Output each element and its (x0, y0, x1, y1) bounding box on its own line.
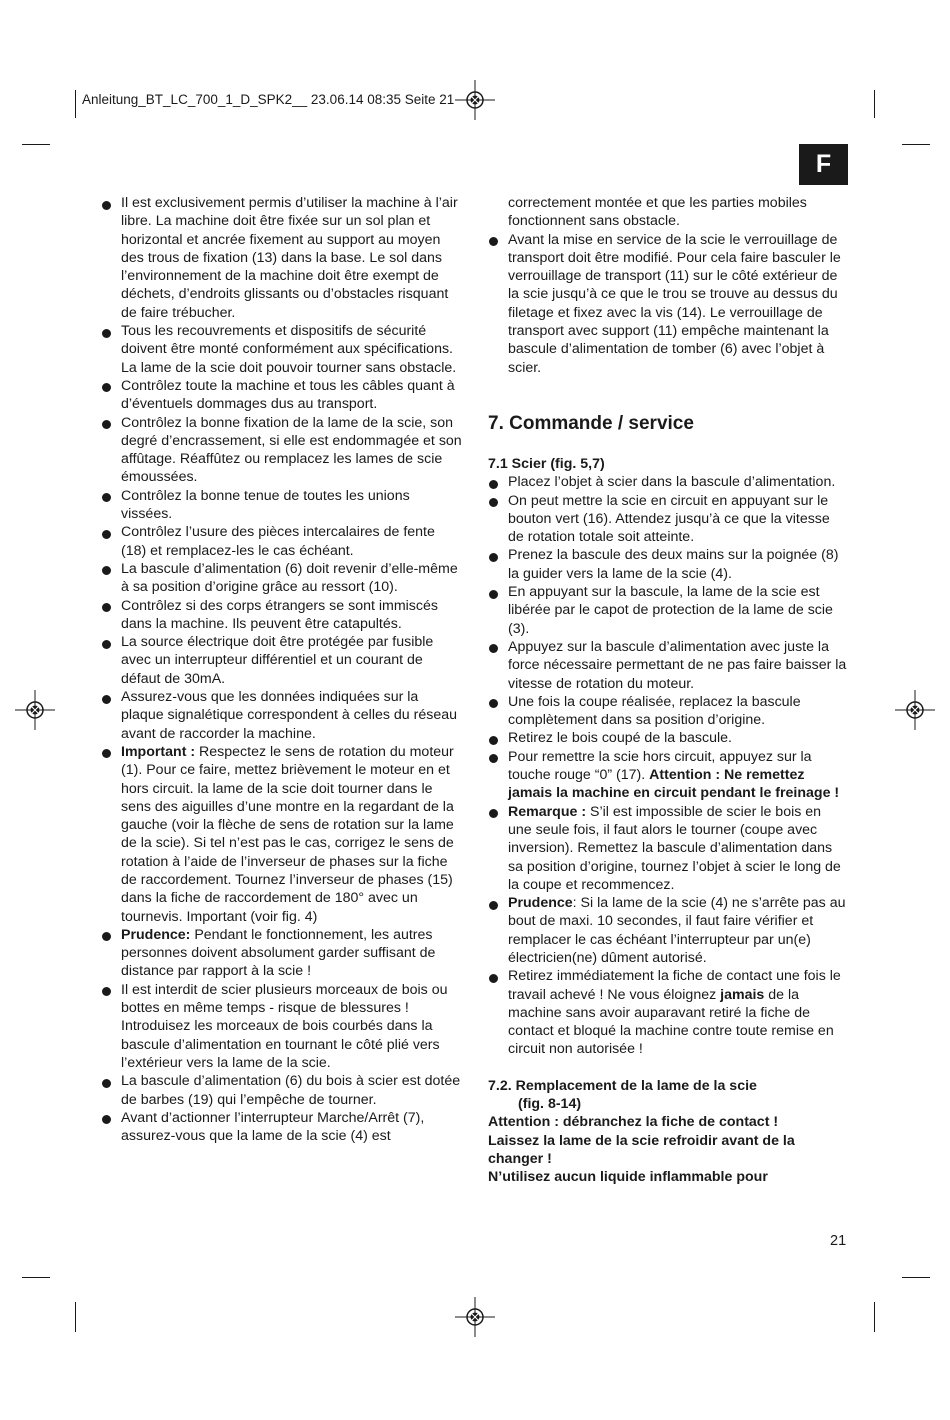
left-column (101, 194, 463, 1145)
list-item: La source électrique doit être protégée par fusible avec un interrupteur différentiel et un courant de défaut de 30mA. (101, 633, 463, 688)
list-item: Contrôlez l’usure des pièces intercalaires de fente (18) et remplacez-les le cas échéant. (101, 523, 463, 560)
list-item: Contrôlez si des corps étrangers se sont immiscés dans la machine. Ils peuvent être catapultés. (101, 597, 463, 634)
list-item: Remarque : S’il est impossible de scier le bois en une seule fois, il faut alors le tourner (coupe avec inversion). Remettez la bascule d’alimentation dans sa position d’origine, tournez l’objet à scier le long de la coupe et recommencez. (488, 803, 848, 894)
registration-mark-right-icon (895, 690, 935, 730)
print-file-header: Anleitung_BT_LC_700_1_D_SPK2__ 23.06.14 08:35 Seite 21 (82, 92, 455, 107)
list-item: Prudence: Pendant le fonctionnement, les autres personnes doivent absolument garder suffisant de distance par rapport à la scie ! (101, 926, 463, 981)
continued-text: correctement montée et que les parties mobiles fonctionnent sans obstacle. (508, 195, 807, 230)
registration-mark-left-icon (15, 690, 55, 730)
crop-mark-bottom-left-vertical (75, 1302, 76, 1332)
list-item: Contrôlez la bonne tenue de toutes les unions vissées. (101, 487, 463, 524)
list-item: Important : Respectez le sens de rotation du moteur (1). Pour ce faire, mettez brièvement le moteur en et hors circuit. la lame de la scie doit tourner dans le sens des aiguilles d’une montre en la regardant de la gauche (voir la flèche de sens de rotation sur la lame de la scie). Si tel n’est pas le cas, corrigez le sens de rotation à l’aide de l’inverseur de phases sur la fiche de raccordement. Tournez l’inverseur de phases (15) dans la fiche de raccordement de 180° avec un tournevis. Important (voir fig. 4) (101, 743, 463, 926)
crop-mark-top-right-vertical (874, 90, 875, 118)
list-item: Il est exclusivement permis d’utiliser la machine à l’air libre. La machine doit être fixée sur un sol plan et horizontal et ancrée fixement au support au moyen des trous de fixation (13) dans la base. Le sol dans l’environnement de la machine doit être exempt de déchets, d’endroits glissants ou d’obstacles risquant de faire trébucher. (101, 194, 463, 322)
crop-mark-bottom-right-horizontal (902, 1277, 930, 1278)
page-number: 21 (830, 1233, 847, 1249)
list-item: Retirez immédiatement la fiche de contact une fois le travail achevé ! Ne vous éloignez jamais de la machine sans avoir auparavant retiré la fiche de contact et bloqué la machine contre toute remise en circuit non autorisée ! (488, 967, 848, 1058)
crop-mark-top-left-vertical (75, 90, 76, 118)
list-item: La bascule d’alimentation (6) doit revenir d’elle-même à sa position d’origine grâce au ressort (10). (101, 560, 463, 597)
subsection-title: 7.2. Remplacement de la lame de la scie (488, 1077, 757, 1094)
list-item: Une fois la coupe réalisée, replacez la bascule complètement dans sa position d’origine. (488, 693, 848, 730)
crop-mark-bottom-right-vertical (874, 1302, 875, 1332)
registration-mark-top-icon (455, 80, 495, 120)
section-title: 7. Commande / service (488, 412, 694, 434)
list-item: Appuyez sur la bascule d’alimentation avec juste la force nécessaire permettant de ne pas faire baisser la vitesse de rotation du moteur. (488, 638, 848, 693)
list-item: Pour remettre la scie hors circuit, appuyez sur la touche rouge “0” (17). Attention : Ne remettez jamais la machine en circuit pendant le freinage ! (488, 748, 848, 803)
list-item: Placez l’objet à scier dans la bascule d’alimentation. (488, 473, 848, 491)
subsection-title-figure-ref: (fig. 8-14) (518, 1096, 582, 1113)
list-item: On peut mettre la scie en circuit en appuyant sur le bouton vert (16). Attendez jusqu’à ce que la vitesse de rotation totale soit atteinte. (488, 492, 848, 547)
list-item: Contrôlez la bonne fixation de la lame de la scie, son degré d’encrassement, si elle est endommagée et son affûtage. Réaffûtez ou remplacez les lames de scie émoussées. (101, 414, 463, 487)
list-item: Il est interdit de scier plusieurs morceaux de bois ou bottes en même temps - risque de blessures ! Introduisez les morceaux de bois courbés dans la bascule d’alimentation en tournant le côté plié vers l’extérieur vers la lame de la scie. (101, 981, 463, 1072)
list-item: La bascule d’alimentation (6) du bois à scier est dotée de barbes (19) qui l’empêche de tourner. (101, 1072, 463, 1109)
list-item: Contrôlez toute la machine et tous les câbles quant à d’éventuels dommages dus au transport. (101, 377, 463, 414)
list-item: Avant la mise en service de la scie le verrouillage de transport doit être modifié. Pour cela faire basculer le verrouillage de transport (11) sur le côté extérieur de la scie jusqu’à ce que le trou se trouve au dessus du filetage et fixez avec la vis (14). Le verrouillage de transport avec support (11) empêche maintenant la bascule d’alimentation de tomber (6) avec l’objet à scier. (488, 231, 848, 377)
list-item: Avant d’actionner l’interrupteur Marche/Arrêt (7), assurez-vous que la lame de la scie (4) est (101, 1109, 463, 1146)
list-item: En appuyant sur la bascule, la lame de la scie est libérée par le capot de protection de la lame de scie (3). (488, 583, 848, 638)
warning-text: Attention : débranchez la fiche de contact ! (488, 1114, 779, 1131)
warning-text: Laissez la lame de la scie refroidir avant de la changer ! (488, 1132, 795, 1167)
crop-mark-top-left-horizontal (22, 144, 50, 145)
crop-mark-top-right-horizontal (902, 144, 930, 145)
registration-mark-bottom-icon (455, 1297, 495, 1337)
warning-text: N’utilisez aucun liquide inflammable pour (488, 1169, 768, 1186)
list-item: Retirez le bois coupé de la bascule. (488, 729, 848, 747)
language-tab: F (799, 144, 848, 185)
list-item: Assurez-vous que les données indiquées sur la plaque signalétique correspondent à celles du réseau avant de raccorder la machine. (101, 688, 463, 743)
list-item: Tous les recouvrements et dispositifs de sécurité doivent être monté conformément aux spécifications. La lame de la scie doit pouvoir tourner sans obstacle. (101, 322, 463, 377)
list-item: Prudence: Si la lame de la scie (4) ne s’arrête pas au bout de maxi. 10 secondes, il faut faire vérifier et remplacer le cas échéant l’interrupteur par un(e) électricien(ne) dûment autorisé. (488, 894, 848, 967)
right-column (488, 194, 848, 1187)
crop-mark-bottom-left-horizontal (22, 1277, 50, 1278)
list-item: Prenez la bascule des deux mains sur la poignée (8) la guider vers la lame de la scie (4). (488, 546, 848, 583)
subsection-title: 7.1 Scier (fig. 5,7) (488, 455, 605, 472)
